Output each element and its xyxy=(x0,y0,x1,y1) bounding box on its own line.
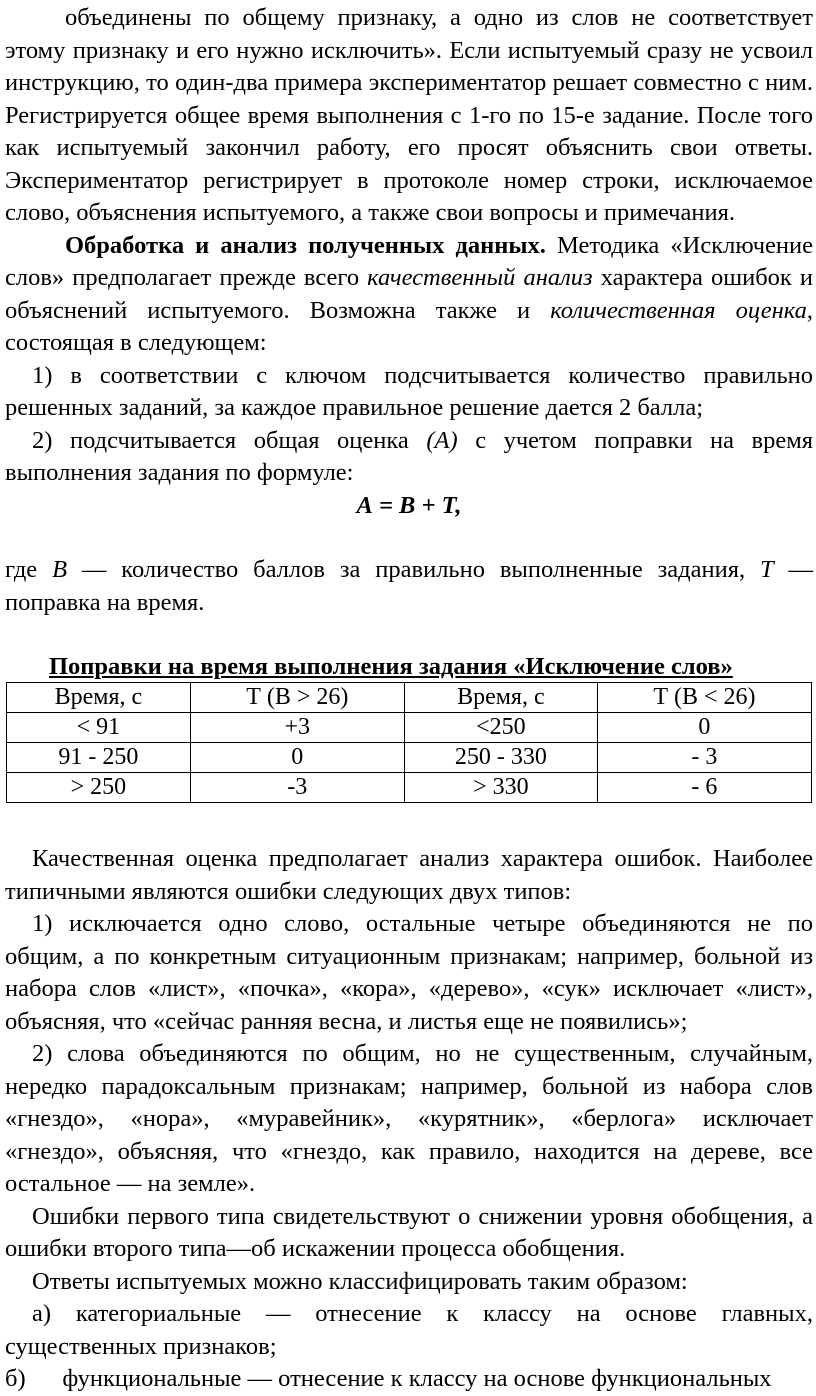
table-cell: 91 - 250 xyxy=(7,743,191,773)
item2-em: (А) xyxy=(426,426,458,454)
errors-summary: Ошибки первого типа свидетельствуют о снижении уровня обобщения, а ошибки второго типа—об искажении процесса обобщения. xyxy=(5,1202,813,1262)
table-cell: - 3 xyxy=(597,743,811,773)
table-cell: - 6 xyxy=(597,773,811,803)
table-header-row xyxy=(7,683,812,713)
time-correction-table xyxy=(6,682,812,803)
processing-text-b: характера ошибок и объяснений испытуемого. Возможна также и xyxy=(5,264,814,324)
intro-paragraph: объединены по общему признаку, а одно из слов не соответствует этому признаку и его нужно исключить». Если испытуемый сразу не усвоил инструкцию, то один-два примера экспериментатор решает совместно с ним. Регистрируется общее время выполнения с 1-го по 15-е задание. После того как испытуемый закончил работу, его просят объяснить свои ответы. Экспериментатор регистрирует в протоколе номер строки, исключаемое слово, объяснения испытуемого, а также свои вопросы и примечания. xyxy=(5,4,813,226)
header-cell: Время, с xyxy=(7,683,191,713)
header-cell: Т (В > 26) xyxy=(190,683,404,713)
processing-em-a: качественный анализ xyxy=(367,264,593,291)
table-row xyxy=(7,743,812,773)
table-cell: 250 - 330 xyxy=(404,743,597,773)
processing-paragraph xyxy=(5,230,813,360)
var-t: Т xyxy=(759,556,774,583)
table-cell: +3 xyxy=(190,713,404,743)
where-text-a: где xyxy=(5,556,53,583)
processing-text-a: Методика «Исключение слов» предполагает прежде всего xyxy=(5,231,813,291)
table-row xyxy=(7,713,812,743)
header-cell: Т (В < 26) xyxy=(597,683,811,713)
category-b: б) функциональные — отнесение к классу на основе функциональных xyxy=(5,1365,772,1392)
where-paragraph xyxy=(5,554,813,619)
where-text-b: — количество баллов за правильно выполненные задания, xyxy=(67,556,760,583)
processing-em-b: количественная оценка xyxy=(550,296,807,324)
table-row xyxy=(7,773,812,803)
classify-paragraph: Ответы испытуемых можно классифицировать таким образом: xyxy=(32,1267,688,1295)
table-cell: > 250 xyxy=(7,773,191,803)
where-text-c: — поправка на время. xyxy=(5,556,813,616)
processing-text-c: , состоящая в следующем: xyxy=(5,296,813,356)
item2-text-a: 2) подсчитывается общая оценка xyxy=(32,426,427,454)
header-cell: Время, с xyxy=(404,683,597,713)
formula: А = В + Т, xyxy=(356,491,462,519)
error-type-1: 1) исключается одно слово, остальные четыре объединяются не по общим, а по конкретным ситуационным признакам; например, больной из набора слов «лист», «почка», «кора», «дерево», «сук» исключает «лист», объясняя, что «сейчас ранняя весна, и листья еще не появились»; xyxy=(5,910,813,1035)
table-cell: -3 xyxy=(190,773,404,803)
document-page xyxy=(5,2,813,1396)
table-cell: 0 xyxy=(190,743,404,773)
item2-text-b: с учетом поправки на время выполнения задания по формуле: xyxy=(5,426,814,486)
table-cell: 0 xyxy=(597,713,811,743)
list-item-1: 1) в соответствии с ключом подсчитывается количество правильно решенных заданий, за каждое правильное решение дается 2 балла; xyxy=(5,361,813,421)
list-item-2 xyxy=(5,425,813,490)
var-b: В xyxy=(52,556,68,583)
table-cell: < 91 xyxy=(7,713,191,743)
table-cell: <250 xyxy=(404,713,597,743)
category-a: а) категориальные — отнесение к классу на основе главных, существенных признаков; xyxy=(5,1300,813,1360)
table-cell: > 330 xyxy=(404,773,597,803)
table-title: Поправки на время выполнения задания «Исключение слов» xyxy=(49,653,733,680)
error-type-2: 2) слова объединяются по общим, но не существенным, случайным, нередко парадоксальным признакам; например, больной из набора слов «гнездо», «нора», «муравейник», «курятник», «берлога» исключает «гнездо», объясняя, что «гнездо, как правило, находится на дереве, все остальное — на земле». xyxy=(5,1040,813,1197)
processing-heading: Обработка и анализ полученных данных. xyxy=(65,231,546,259)
qualitative-paragraph: Качественная оценка предполагает анализ характера ошибок. Наиболее типичными являются ошибки следующих двух типов: xyxy=(5,845,813,905)
